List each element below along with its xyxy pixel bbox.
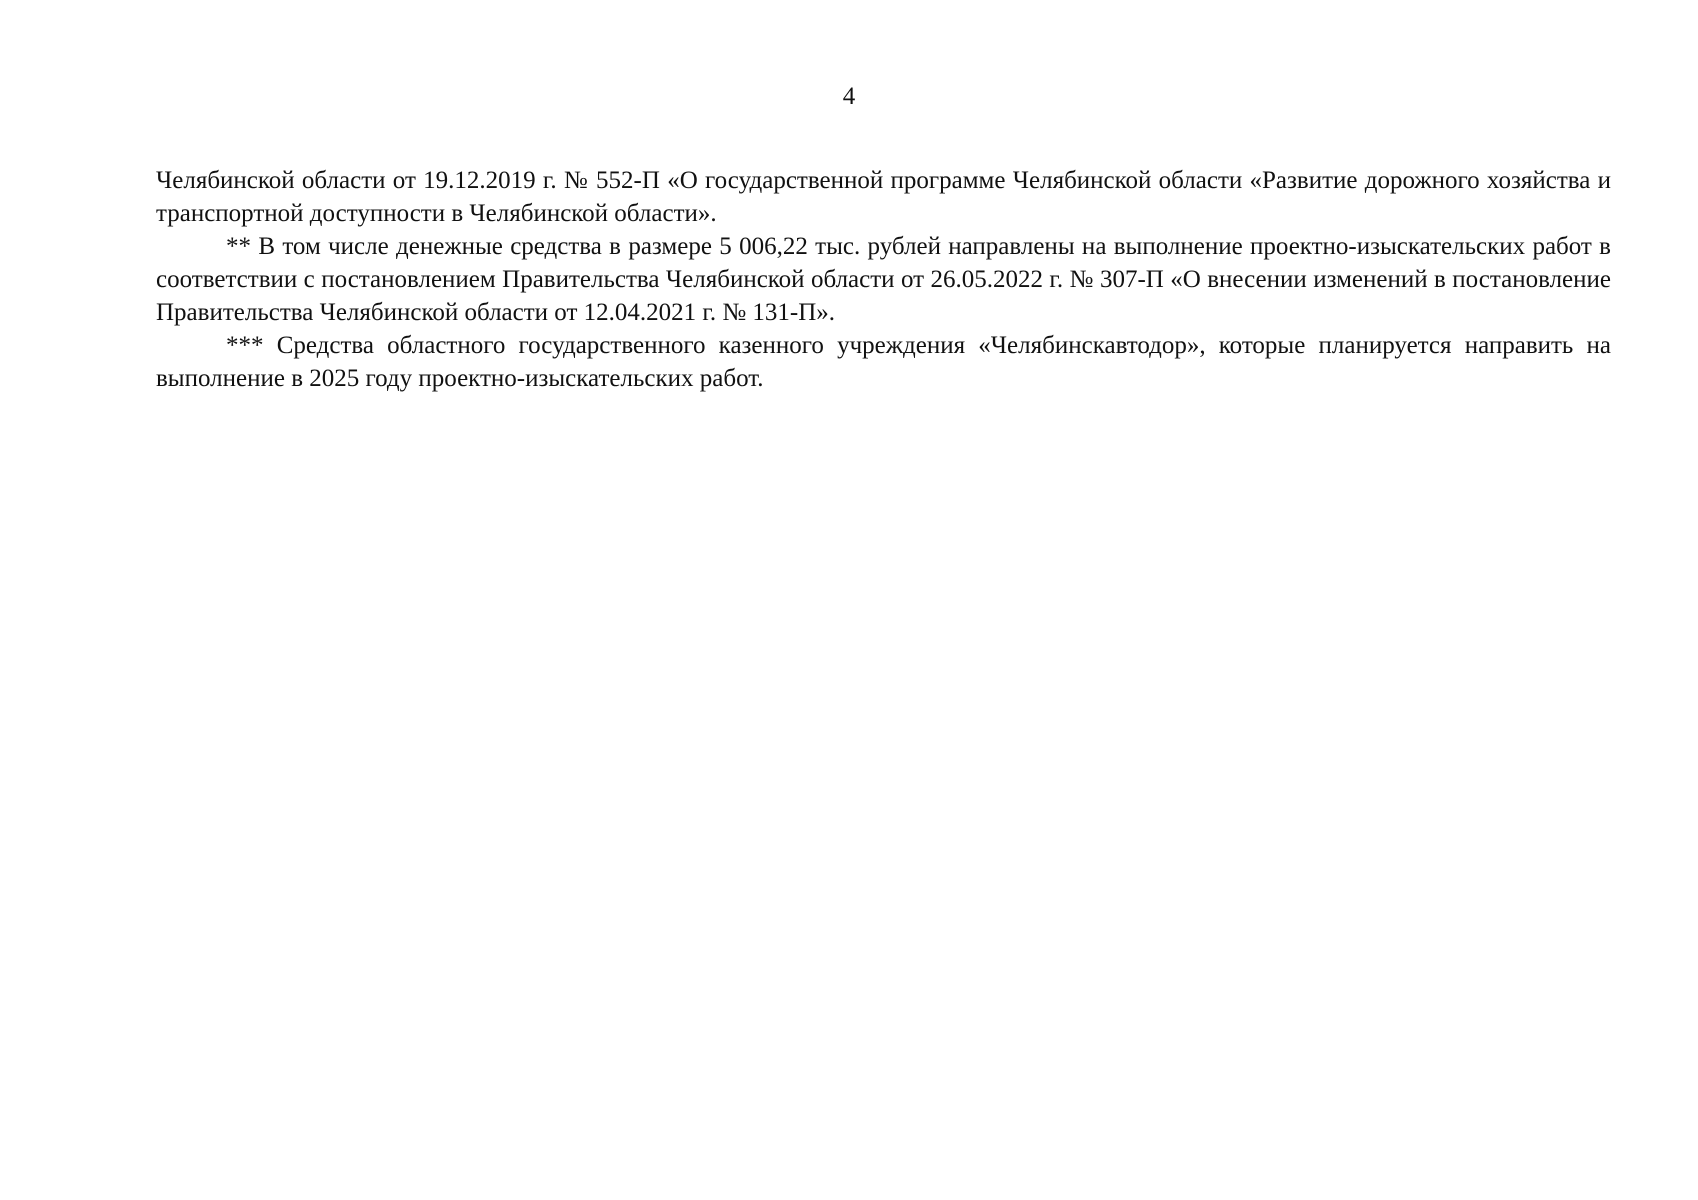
footnote-triple-asterisk: *** Средства областного государственного казенного учреждения «Челябинскавтодор», которые планируется направить на выполнение в 2025 году проектно-изыскательских работ. <box>156 332 1611 392</box>
footnote-double-asterisk: ** В том числе денежные средства в размере 5 006,22 тыс. рублей направлены на выполнение проектно-изыскательских работ в соответствии с постановлением Правительства Челябинской области от 26.05.2022 г. № 307-П «О внесении изменений в постановление Правительства Челябинской области от 12.04.2021 г. № 131-П». <box>156 233 1611 326</box>
footnote-continuation: Челябинской области от 19.12.2019 г. № 552-П «О государственной программе Челябинской области «Развитие дорожного хозяйства и транспортной доступности в Челябинской области». <box>156 167 1611 227</box>
page-number: 4 <box>842 83 856 110</box>
footnotes-block <box>156 164 1611 395</box>
